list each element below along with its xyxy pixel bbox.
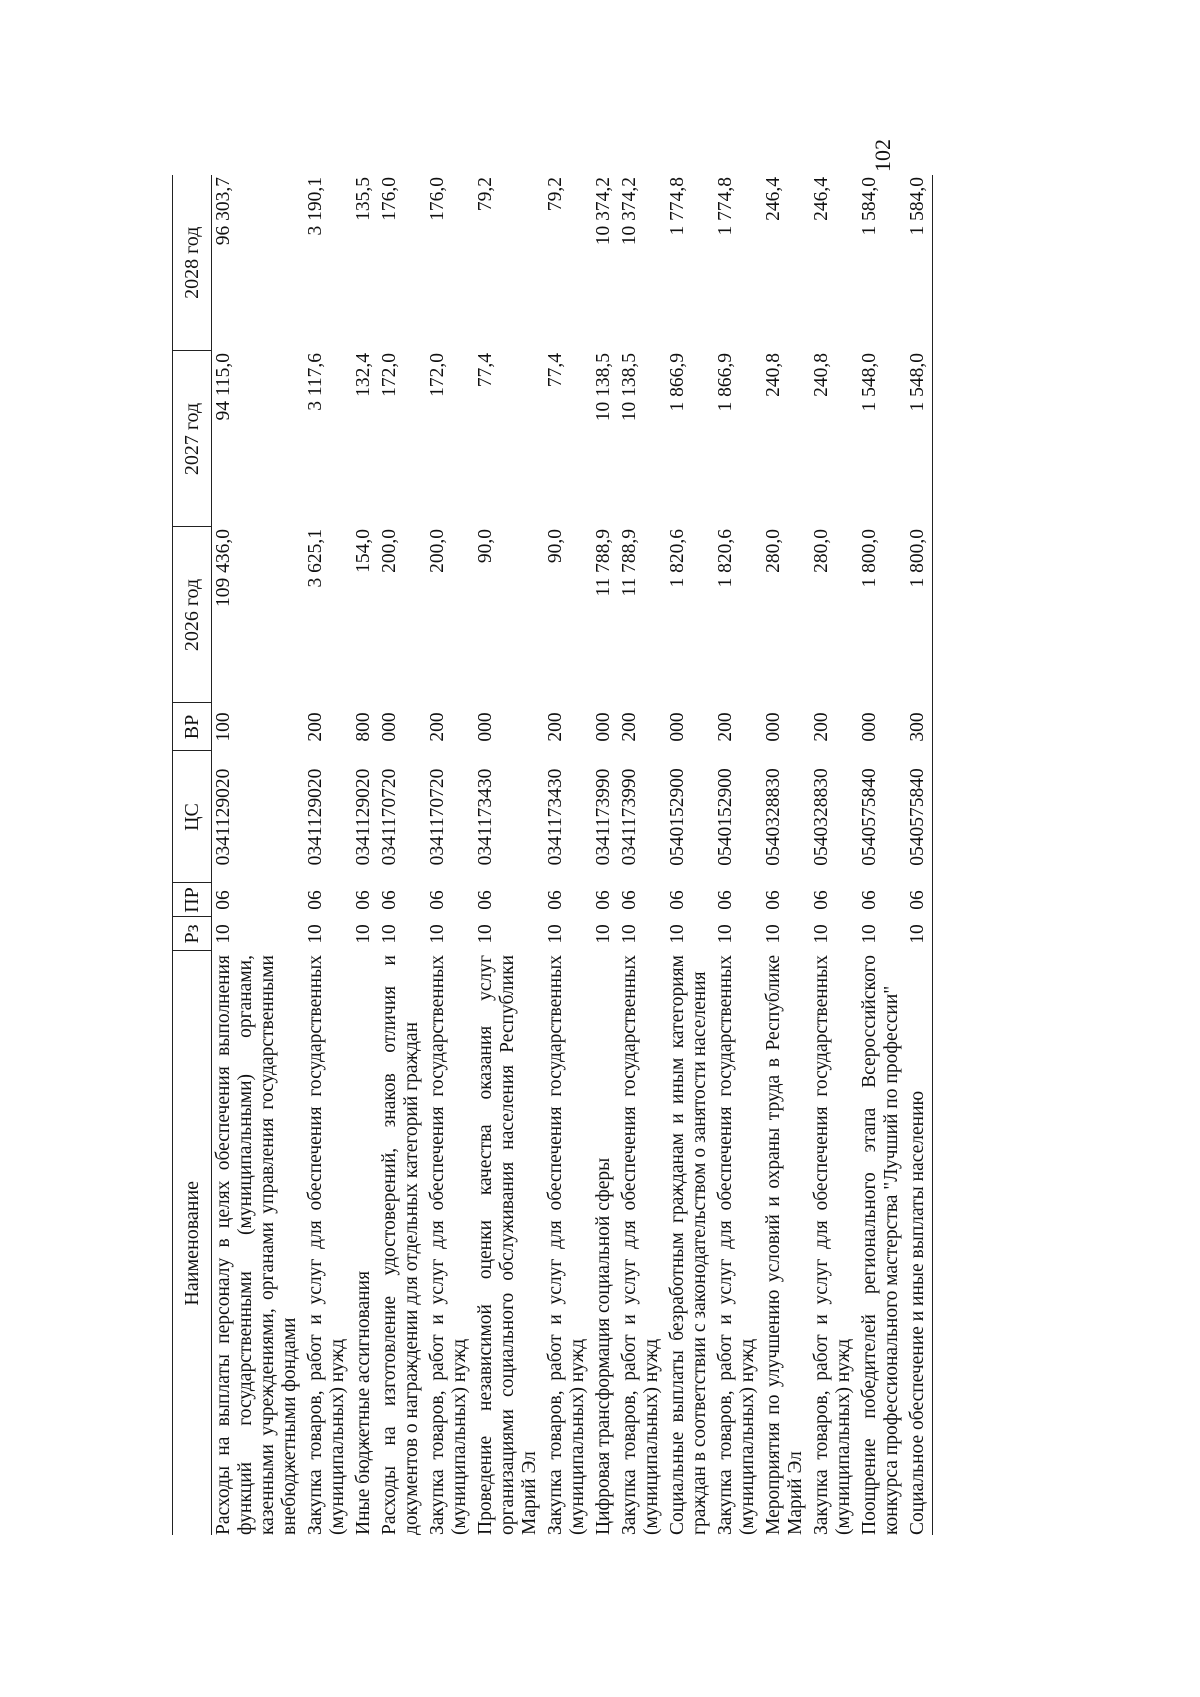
row-cs: 0540152900 [667,768,688,866]
row-amount-2026: 1 800,0 [859,529,880,588]
row-vr: 100 [213,712,234,742]
row-pr: 06 [763,890,784,910]
row-rz: 10 [811,924,832,944]
row-amount-2028: 1 774,8 [667,177,688,236]
row-cs: 0341173990 [593,768,614,866]
row-amount-2026: 1 820,6 [667,529,688,588]
row-cs: 0540328830 [763,768,784,866]
row-amount-2026: 200,0 [379,529,400,573]
row-cs: 0341170720 [379,768,400,866]
row-rz: 10 [379,924,400,944]
row-pr: 06 [859,890,880,910]
row-name: Социальные выплаты безработным гражданам и иным категориям граждан в соответствии с законодательством о занятости населения [667,955,710,1535]
row-cs: 0341129020 [353,768,374,866]
header-2027: 2027 год [173,351,212,527]
row-rz: 10 [715,924,736,944]
table-row [352,175,378,1535]
row-name: Мероприятия по улучшению условий и охраны труда в Республике Марий Эл [763,955,806,1535]
row-amount-2028: 10 374,2 [593,177,614,246]
row-rz: 10 [619,924,640,944]
row-vr: 800 [353,712,374,742]
row-name: Цифровая трансформация социальной сферы [593,1157,614,1535]
row-amount-2027: 240,8 [763,353,784,397]
row-name: Проведение независимой оценки качества оказания услуг организациями социального обслуживания населения Республики Марий Эл [475,955,540,1535]
budget-table [172,175,933,1535]
row-amount-2028: 79,2 [545,177,566,212]
row-amount-2027: 10 138,5 [619,353,640,422]
row-cs: 0341173430 [475,768,496,866]
row-amount-2027: 1 548,0 [906,351,933,527]
row-name: Социальное обеспечение и иные выплаты населению [906,951,933,1535]
row-amount-2026: 11 788,9 [619,529,640,597]
row-amount-2027: 3 117,6 [305,353,326,411]
row-amount-2028: 1 584,0 [906,175,933,351]
row-name: Закупка товаров, работ и услуг для обеспечения государственных (муниципальных) нужд [427,955,470,1535]
row-rz: 10 [353,924,374,944]
row-vr: 000 [859,712,880,742]
row-name: Закупка товаров, работ и услуг для обеспечения государственных (муниципальных) нужд [545,955,588,1535]
row-pr: 06 [545,890,566,910]
row-name: Закупка товаров, работ и услуг для обеспечения государственных (муниципальных) нужд [715,955,758,1535]
row-rz: 10 [763,924,784,944]
row-pr: 06 [811,890,832,910]
row-vr: 200 [545,712,566,742]
row-vr: 000 [379,712,400,742]
row-cs: 0341170720 [427,768,448,866]
row-amount-2028: 135,5 [353,177,374,221]
header-name: Наименование [173,951,212,1535]
row-vr: 200 [715,712,736,742]
row-amount-2026: 3 625,1 [305,529,326,588]
row-pr: 06 [593,890,614,910]
row-amount-2026: 280,0 [763,529,784,573]
row-amount-2026: 280,0 [811,529,832,573]
row-rz: 10 [667,924,688,944]
row-amount-2028: 246,4 [763,177,784,221]
row-name: Закупка товаров, работ и услуг для обеспечения государственных (муниципальных) нужд [811,955,854,1535]
table-row [544,175,592,1535]
row-amount-2026: 109 436,0 [213,529,234,607]
table-row [426,175,474,1535]
header-pr: ПР [173,883,212,917]
row-amount-2027: 1 866,9 [667,353,688,412]
row-pr: 06 [715,890,736,910]
row-name: Закупка товаров, работ и услуг для обеспечения государственных (муниципальных) нужд [305,955,348,1535]
row-cs: 0540152900 [715,768,736,866]
table-row [666,175,714,1535]
table-row [762,175,810,1535]
budget-table-sheet [172,175,1072,1535]
row-vr: 000 [763,712,784,742]
row-amount-2027: 1 866,9 [715,353,736,412]
header-2026: 2026 год [173,527,212,703]
row-rz: 10 [213,924,234,944]
table-row [714,175,762,1535]
table-row [212,175,305,1535]
header-rz: Рз [173,917,212,951]
row-rz: 10 [427,924,448,944]
page-number: 102 [870,139,895,172]
row-rz: 10 [859,924,880,944]
row-amount-2027: 172,0 [379,353,400,397]
row-amount-2028: 1 774,8 [715,177,736,236]
row-name: Расходы на выплаты персоналу в целях обеспечения выполнения функций государственными (муниципальными) органами, казенными учреждениями, органами управления государственными внебюджетными фондами [213,955,300,1535]
row-vr: 200 [619,712,640,742]
row-rz: 10 [906,917,933,951]
table-row [592,175,618,1535]
row-vr: 000 [667,712,688,742]
row-amount-2027: 94 115,0 [213,353,234,421]
row-amount-2028: 96 303,7 [213,177,234,246]
header-vr: ВР [173,703,212,751]
table-row [474,175,544,1535]
row-amount-2028: 79,2 [475,177,496,212]
row-amount-2027: 240,8 [811,353,832,397]
row-pr: 06 [427,890,448,910]
row-pr: 06 [619,890,640,910]
row-vr: 000 [593,712,614,742]
header-2028: 2028 год [173,175,212,351]
row-amount-2028: 246,4 [811,177,832,221]
table-row [618,175,666,1535]
row-pr: 06 [353,890,374,910]
row-pr: 06 [667,890,688,910]
row-vr: 200 [811,712,832,742]
row-amount-2027: 77,4 [475,353,496,388]
row-rz: 10 [305,924,326,944]
row-cs: 0540575840 [906,751,933,883]
row-name: Иные бюджетные ассигнования [353,1270,374,1535]
row-rz: 10 [475,924,496,944]
row-pr: 06 [906,883,933,917]
row-amount-2026: 11 788,9 [593,529,614,597]
row-amount-2026: 1 820,6 [715,529,736,588]
row-vr: 300 [906,703,933,751]
row-rz: 10 [593,924,614,944]
row-name: Расходы на изготовление удостоверений, знаков отличия и документов о награждении для отдельных категорий граждан [379,955,422,1535]
row-amount-2027: 77,4 [545,353,566,388]
row-amount-2028: 1 584,0 [859,177,880,236]
row-cs: 0341129020 [305,768,326,866]
table-row [906,175,933,1535]
row-amount-2026: 154,0 [353,529,374,573]
row-amount-2026: 200,0 [427,529,448,573]
row-amount-2028: 3 190,1 [305,177,326,236]
row-amount-2028: 176,0 [379,177,400,221]
table-row [378,175,426,1535]
row-cs: 0341173430 [545,768,566,866]
table-row [304,175,352,1535]
row-rz: 10 [545,924,566,944]
row-amount-2027: 132,4 [353,353,374,397]
table-header-row [173,175,212,1535]
row-cs: 0341129020 [213,768,234,866]
table-row [858,175,906,1535]
row-vr: 200 [427,712,448,742]
row-pr: 06 [379,890,400,910]
row-name: Поощрение победителей регионального этапа Всероссийского конкурса профессионального мастерства "Лучший по профессии" [859,955,902,1535]
row-vr: 200 [305,712,326,742]
header-cs: ЦС [173,751,212,883]
row-pr: 06 [213,890,234,910]
row-amount-2028: 176,0 [427,177,448,221]
row-pr: 06 [475,890,496,910]
row-amount-2027: 1 548,0 [859,353,880,412]
row-name: Закупка товаров, работ и услуг для обеспечения государственных (муниципальных) нужд [619,955,662,1535]
row-vr: 000 [475,712,496,742]
row-amount-2026: 1 800,0 [906,527,933,703]
table-row [810,175,858,1535]
row-amount-2027: 10 138,5 [593,353,614,422]
row-amount-2026: 90,0 [475,529,496,564]
row-pr: 06 [305,890,326,910]
row-cs: 0341173990 [619,768,640,866]
row-amount-2028: 10 374,2 [619,177,640,246]
row-amount-2026: 90,0 [545,529,566,564]
row-cs: 0540328830 [811,768,832,866]
row-cs: 0540575840 [859,768,880,866]
row-amount-2027: 172,0 [427,353,448,397]
